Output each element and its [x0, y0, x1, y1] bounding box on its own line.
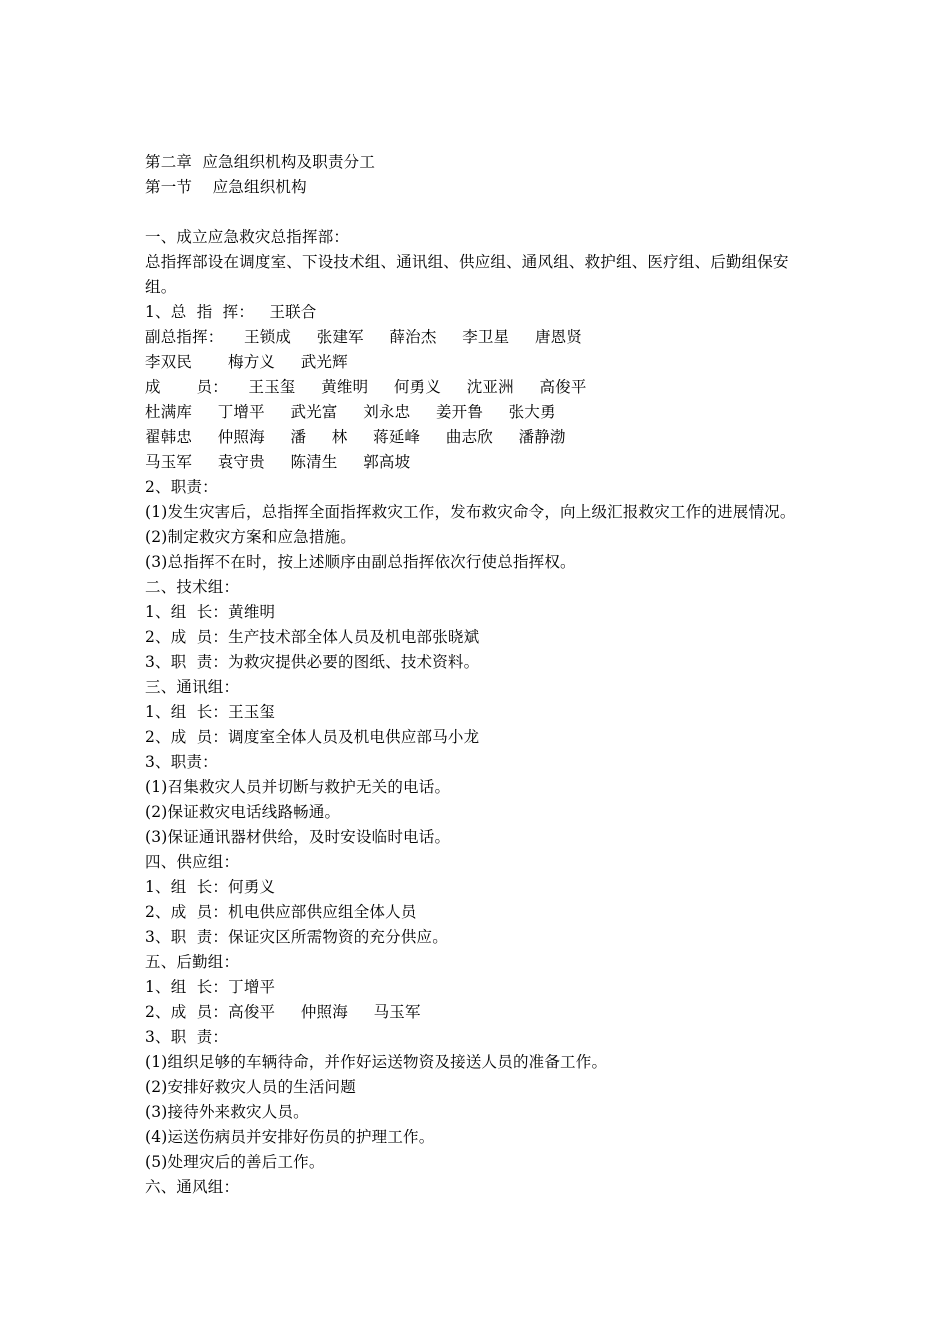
heading-line: 三、通讯组： [145, 678, 240, 696]
text-line: 1、组 长：黄维明 [145, 603, 276, 621]
heading-line: 一、成立应急救灾总指挥部： [145, 228, 350, 246]
text-line: 杜满库 丁增平 武光富 刘永忠 姜开鲁 张大勇 [145, 403, 556, 421]
text-line: 翟韩忠 仲照海 潘 林 蒋延峰 曲志欣 潘静渤 [145, 428, 566, 446]
text-line: 1、组 长：王玉玺 [145, 703, 276, 721]
blank-line [145, 200, 815, 225]
text-line: 1、组 长：丁增平 [145, 978, 276, 996]
text-line: 成 员： 王玉玺 黄维明 何勇义 沈亚洲 高俊平 [145, 378, 587, 396]
text-line: (2)安排好救灾人员的生活问题 [145, 1078, 356, 1096]
text-line: 李双民 梅方义 武光辉 [145, 353, 348, 371]
text-line: 2、成 员：生产技术部全体人员及机电部张晓斌 [145, 628, 480, 646]
text-line: 1、组 长：何勇义 [145, 878, 276, 896]
heading-line: 五、后勤组： [145, 953, 240, 971]
text-line: 3、职 责： [145, 1028, 229, 1046]
section-title: 第一节 应急组织机构 [145, 178, 307, 196]
text-line: 1、总 指 挥： 王联合 [145, 303, 317, 321]
heading-line: 四、供应组： [145, 853, 240, 871]
text-line: (2)保证救灾电话线路畅通。 [145, 803, 341, 821]
text-line: (1)组织足够的车辆待命，并作好运送物资及接送人员的准备工作。 [145, 1053, 608, 1071]
text-line: 3、职 责：为救灾提供必要的图纸、技术资料。 [145, 653, 480, 671]
text-line: 2、成 员：调度室全体人员及机电供应部马小龙 [145, 728, 480, 746]
text-line: 马玉军 袁守贵 陈清生 郭高坡 [145, 453, 411, 471]
text-line: 3、职 责：保证灾区所需物资的充分供应。 [145, 928, 448, 946]
text-line: 2、职责： [145, 478, 218, 496]
text-line: (2)制定救灾方案和应急措施。 [145, 528, 356, 546]
paragraph-line: (1)发生灾害后，总指挥全面指挥救灾工作，发布救灾命令，向上级汇报救灾工作的进展情况。 [145, 503, 796, 521]
text-line: (5)处理灾后的善后工作。 [145, 1153, 325, 1171]
paragraph-line: 总指挥部设在调度室、下设技术组、通讯组、供应组、通风组、救护组、医疗组、后勤组保安组。 [145, 253, 789, 296]
heading-line: 二、技术组： [145, 578, 240, 596]
text-line: (1)召集救灾人员并切断与救护无关的电话。 [145, 778, 451, 796]
text-line: (3)保证通讯器材供给，及时安设临时电话。 [145, 828, 451, 846]
text-line: 副总指挥： 王锁成 张建军 薛治杰 李卫星 唐恩贤 [145, 328, 583, 346]
text-line: 3、职责： [145, 753, 218, 771]
chapter-title: 第二章 应急组织机构及职责分工 [145, 153, 376, 171]
text-line: 2、成 员：机电供应部供应组全体人员 [145, 903, 417, 921]
text-line: (3)总指挥不在时，按上述顺序由副总指挥依次行使总指挥权。 [145, 553, 576, 571]
text-line: (4)运送伤病员并安排好伤员的护理工作。 [145, 1128, 435, 1146]
document-page [145, 150, 815, 1200]
text-line: 2、成 员：高俊平 仲照海 马玉军 [145, 1003, 421, 1021]
heading-line: 六、通风组： [145, 1178, 240, 1196]
text-line: (3)接待外来救灾人员。 [145, 1103, 309, 1121]
